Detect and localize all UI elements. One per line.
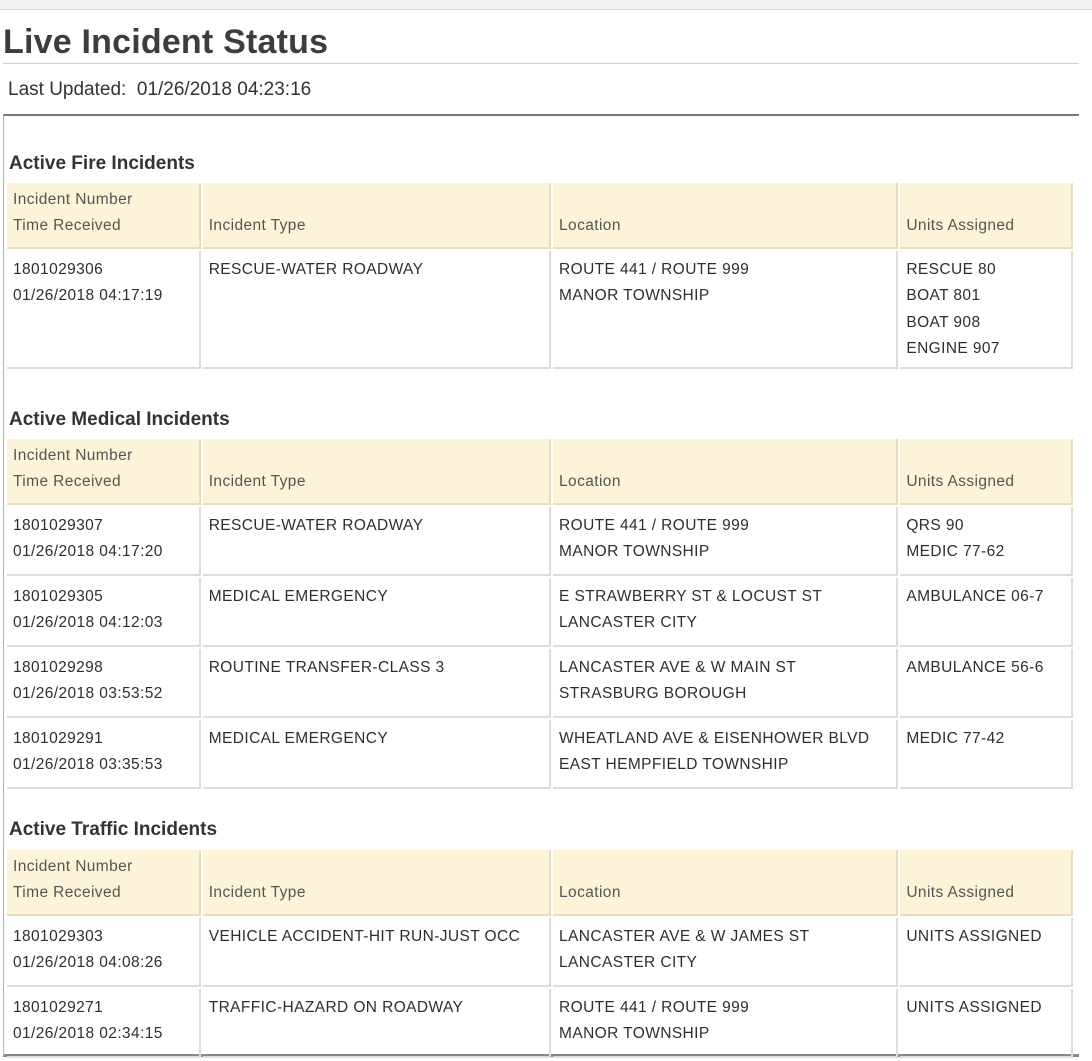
cell-units xyxy=(900,989,1073,1058)
incident-type: MEDICAL EMERGENCY xyxy=(208,588,389,605)
column-header-location: Location xyxy=(553,439,898,505)
incident-number: 1801029303 xyxy=(13,928,104,945)
cell-units xyxy=(900,507,1073,576)
column-header-units: Units Assigned xyxy=(900,439,1073,505)
column-header-incident-time: Incident Number Time Received xyxy=(7,183,201,249)
cell-units xyxy=(900,578,1073,647)
column-header-incident-type: Incident Type xyxy=(203,183,551,249)
table-header-row xyxy=(7,439,1073,505)
table-row xyxy=(7,507,1073,576)
time-received: 01/26/2018 04:17:20 xyxy=(13,543,163,561)
location-municipality: STRASBURG BOROUGH xyxy=(559,685,747,703)
location-street: LANCASTER AVE & W JAMES ST xyxy=(559,928,810,945)
table-row xyxy=(7,989,1073,1058)
cell-units xyxy=(900,649,1073,718)
cell-incident-type xyxy=(203,720,551,789)
cell-incident-time xyxy=(7,251,201,369)
cell-location xyxy=(553,649,898,718)
cell-incident-type xyxy=(203,251,551,369)
time-received: 01/26/2018 04:08:26 xyxy=(13,954,163,972)
incident-type: TRAFFIC-HAZARD ON ROADWAY xyxy=(208,999,464,1016)
unit-assigned: UNITS ASSIGNED xyxy=(906,928,1042,945)
cell-incident-time xyxy=(7,720,201,789)
cell-incident-time xyxy=(7,989,201,1058)
table-row xyxy=(7,578,1073,647)
unit-assigned: AMBULANCE 56-6 xyxy=(906,659,1044,676)
cell-incident-type xyxy=(203,507,551,576)
unit-assigned: BOAT 908 xyxy=(906,313,981,331)
cell-incident-type xyxy=(203,989,551,1058)
column-header-location: Location xyxy=(553,850,898,916)
incident-number: 1801029291 xyxy=(13,730,104,747)
cell-location xyxy=(553,918,898,987)
incident-type: RESCUE-WATER ROADWAY xyxy=(208,517,424,534)
cell-units xyxy=(900,720,1073,789)
location-municipality: LANCASTER CITY xyxy=(559,614,698,632)
incident-type: ROUTINE TRANSFER-CLASS 3 xyxy=(208,659,445,676)
column-header-units: Units Assigned xyxy=(900,850,1073,916)
cell-location xyxy=(553,251,898,369)
cell-incident-time xyxy=(7,918,201,987)
location-municipality: EAST HEMPFIELD TOWNSHIP xyxy=(559,756,789,774)
last-updated xyxy=(8,78,311,102)
incident-number: 1801029306 xyxy=(13,261,104,278)
cell-location xyxy=(553,720,898,789)
table-header-row xyxy=(7,183,1073,249)
time-received: 01/26/2018 03:53:52 xyxy=(13,685,163,703)
unit-assigned: ENGINE 907 xyxy=(906,340,1000,358)
section-title-medical: Active Medical Incidents xyxy=(9,409,230,430)
table-header-row xyxy=(7,850,1073,916)
incident-number: 1801029298 xyxy=(13,659,104,676)
column-header-location: Location xyxy=(553,183,898,249)
cell-incident-time xyxy=(7,578,201,647)
last-updated-label: Last Updated: xyxy=(8,79,127,100)
unit-assigned: RESCUE 80 xyxy=(906,261,997,278)
location-street: WHEATLAND AVE & EISENHOWER BLVD xyxy=(559,730,870,747)
cell-units xyxy=(900,918,1073,987)
cell-incident-type xyxy=(203,918,551,987)
location-street: LANCASTER AVE & W MAIN ST xyxy=(559,659,797,676)
section-title-traffic: Active Traffic Incidents xyxy=(9,819,218,840)
location-municipality: LANCASTER CITY xyxy=(559,954,698,972)
cell-location xyxy=(553,578,898,647)
column-header-incident-type: Incident Type xyxy=(203,439,551,505)
column-header-incident-time: Incident Number Time Received xyxy=(7,850,201,916)
location-street: ROUTE 441 / ROUTE 999 xyxy=(559,261,750,278)
column-header-incident-type: Incident Type xyxy=(203,850,551,916)
cell-incident-time xyxy=(7,507,201,576)
table-row xyxy=(7,251,1073,369)
incident-number: 1801029271 xyxy=(13,999,104,1016)
cell-units xyxy=(900,251,1073,369)
title-divider xyxy=(3,63,1079,64)
cell-incident-type xyxy=(203,578,551,647)
table-row xyxy=(7,649,1073,718)
location-street: ROUTE 441 / ROUTE 999 xyxy=(559,999,750,1016)
incident-type: RESCUE-WATER ROADWAY xyxy=(208,261,424,278)
cell-incident-time xyxy=(7,649,201,718)
location-municipality: MANOR TOWNSHIP xyxy=(559,543,710,561)
browser-top-strip xyxy=(0,0,1092,10)
cell-incident-type xyxy=(203,649,551,718)
fire-incidents-table xyxy=(5,181,1075,371)
time-received: 01/26/2018 04:12:03 xyxy=(13,614,163,632)
table-row xyxy=(7,918,1073,987)
cell-location xyxy=(553,989,898,1058)
incident-type: VEHICLE ACCIDENT-HIT RUN-JUST OCC xyxy=(208,928,521,945)
unit-assigned: MEDIC 77-62 xyxy=(906,543,1005,561)
medical-incidents-table xyxy=(5,437,1075,791)
unit-assigned: AMBULANCE 06-7 xyxy=(906,588,1044,605)
unit-assigned: UNITS ASSIGNED xyxy=(906,999,1042,1016)
location-street: E STRAWBERRY ST & LOCUST ST xyxy=(559,588,823,605)
unit-assigned: MEDIC 77-42 xyxy=(906,730,1005,747)
last-updated-value: 01/26/2018 04:23:16 xyxy=(136,79,312,100)
unit-assigned: BOAT 801 xyxy=(906,287,981,305)
time-received: 01/26/2018 04:17:19 xyxy=(13,287,163,305)
column-header-units: Units Assigned xyxy=(900,183,1073,249)
table-row xyxy=(7,720,1073,789)
section-title-fire: Active Fire Incidents xyxy=(9,153,195,174)
location-street: ROUTE 441 / ROUTE 999 xyxy=(559,517,750,534)
incident-number: 1801029307 xyxy=(13,517,104,534)
page-title: Live Incident Status xyxy=(3,23,329,61)
location-municipality: MANOR TOWNSHIP xyxy=(559,287,710,305)
traffic-incidents-table xyxy=(5,848,1075,1060)
incident-number: 1801029305 xyxy=(13,588,104,605)
column-header-incident-time: Incident Number Time Received xyxy=(7,439,201,505)
time-received: 01/26/2018 02:34:15 xyxy=(13,1025,163,1043)
incident-type: MEDICAL EMERGENCY xyxy=(208,730,389,747)
unit-assigned: QRS 90 xyxy=(906,517,964,534)
time-received: 01/26/2018 03:35:53 xyxy=(13,756,163,774)
location-municipality: MANOR TOWNSHIP xyxy=(559,1025,710,1043)
cell-location xyxy=(553,507,898,576)
